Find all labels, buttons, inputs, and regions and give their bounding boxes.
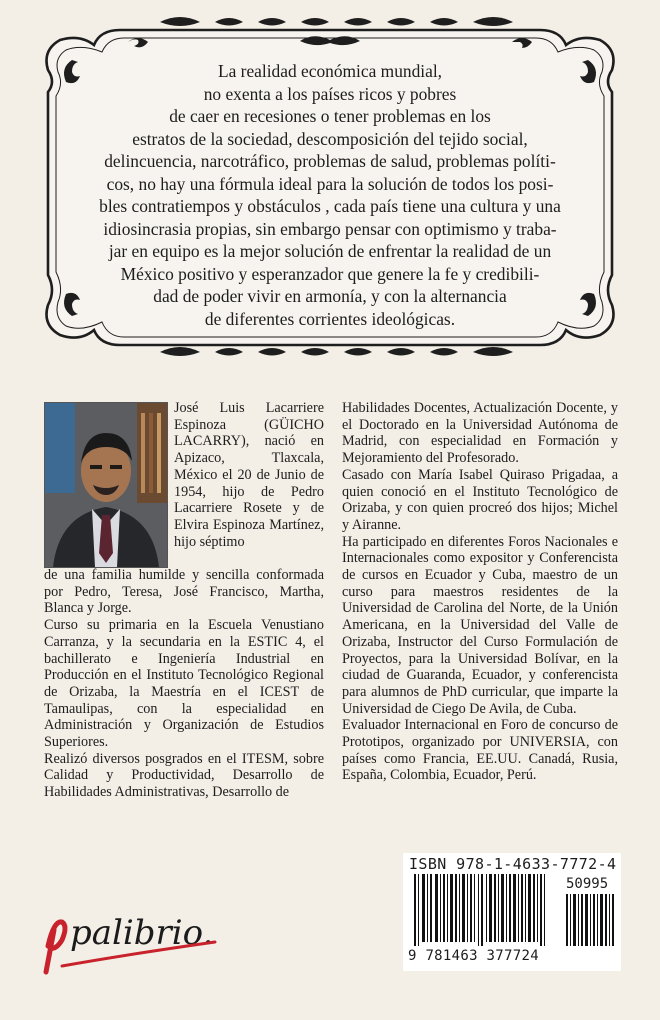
back-cover-blurb: [92, 60, 568, 330]
bio-left-column: [44, 567, 324, 801]
bio-intro-text: José Luis Lacarriere Espinoza (GÜICHO LACARRY), nació en Apizaco, Tlaxcala, México el 20 de Junio de 1954, hijo de Pedro Lacarriere Rosete y de Elvira Espinoza Martínez, hijo séptimo: [174, 400, 324, 550]
bio-paragraph: Casado con María Isabel Quiraso Prigadaa, a quien conoció en el Instituto Tecnológico de Orizaba, y con quien procreó dos hijos; Michel y Airanne.: [342, 466, 618, 533]
blurb-line: de diferentes corrientes ideológicas.: [204, 308, 456, 329]
blurb-line: México positivo y esperanzador que genere la fe y credibili-: [120, 263, 540, 284]
blurb-line: cos, no hay una fórmula ideal para la solución de todos los posi-: [106, 173, 554, 194]
isbn-label: ISBN 978-1-4633-7772-4: [409, 855, 617, 873]
blurb-line: estratos de la sociedad, descomposición del tejido social,: [132, 128, 528, 149]
top-band-icon: [160, 17, 513, 26]
blurb-line: bles contratiempos y obstáculos , cada país tiene una cultura y una: [99, 196, 561, 216]
author-portrait-icon: [45, 403, 167, 567]
blurb-line: delincuencia, narcotráfico, problemas de salud, problemas políti-: [104, 151, 556, 171]
blurb-line: no exenta a los países ricos y pobres: [203, 83, 457, 104]
author-photo: [44, 402, 168, 568]
bio-paragraph: de una familia humilde y sencilla conformada por Pedro, Teresa, José Francisco, Martha, Blanca y Jorge.: [44, 567, 324, 617]
blurb-line: jar en equipo es la mejor solución de enfrentar la realidad de un: [108, 241, 552, 261]
blurb-line: La realidad económica mundial,: [217, 61, 443, 81]
price-barcode-icon: [566, 894, 616, 946]
ean-number: 9 781463 377724: [408, 948, 539, 964]
bio-paragraph: Realizó diversos posgrados en el ITESM, sobre Calidad y Productividad, Desarrollo de Habilidades Administrativas, Desarrollo de: [44, 750, 324, 801]
palibrio-logo: [40, 900, 230, 980]
blurb-line: idiosincrasia propias, sin embargo pensar con optimismo y traba-: [103, 218, 557, 239]
bio-intro: [174, 400, 324, 550]
blurb-line: dad de poder vivir en armonía, y con la alternancia: [153, 286, 507, 306]
bio-right-column: [342, 400, 618, 784]
ean-barcode-icon: [414, 874, 554, 946]
price-code: 50995: [566, 876, 609, 892]
bio-paragraph: Habilidades Docentes, Actualización Docente, y el Doctorado en la Universidad Autónoma de Madrid, con especialidad en Formación y Mejoramiento del Profesorado.: [342, 400, 618, 467]
bio-paragraph: Evaluador Internacional en Foro de concurso de Prototipos, organizado por UNIVERSIA, con países como Francia, EE.UU. Canadá, Rusia, España, Colombia, Ecuador, Perú.: [342, 717, 618, 784]
bio-paragraph: Curso su primaria en la Escuela Venustiano Carranza, y la secundaria en la ESTIC 4, el bachillerato e Ingeniería Industrial en Producción en el Instituto Tecnológico Regional de Orizaba, la Maestría en el ICEST de Tamaulipas, con la especialidad en Administración y Organización de Estudios Superiores.: [44, 617, 324, 751]
blurb-line: de caer en recesiones o tener problemas en los: [169, 106, 491, 126]
bottom-ornament-icon: [160, 347, 513, 356]
publisher-name: palibrio.: [70, 913, 214, 953]
bio-paragraph: Ha participado en diferentes Foros Nacionales e Internacionales como expositor y Conferencista de cursos en Ecuador y Cuba, maestro de un curso para maestros residentes de la Universidad de Carolina del Norte, de la Unión Americana, en la Universidad del Valle de Orizaba, Instructor del Curso Formulación de Proyectos, para la Universidad Bolívar, en la ciudad de Guaranda, Ecuador, y conferencista para alumnos de PhD curricular, que imparte la Universidad de Ciego De Avila, de Cuba.: [342, 533, 618, 717]
